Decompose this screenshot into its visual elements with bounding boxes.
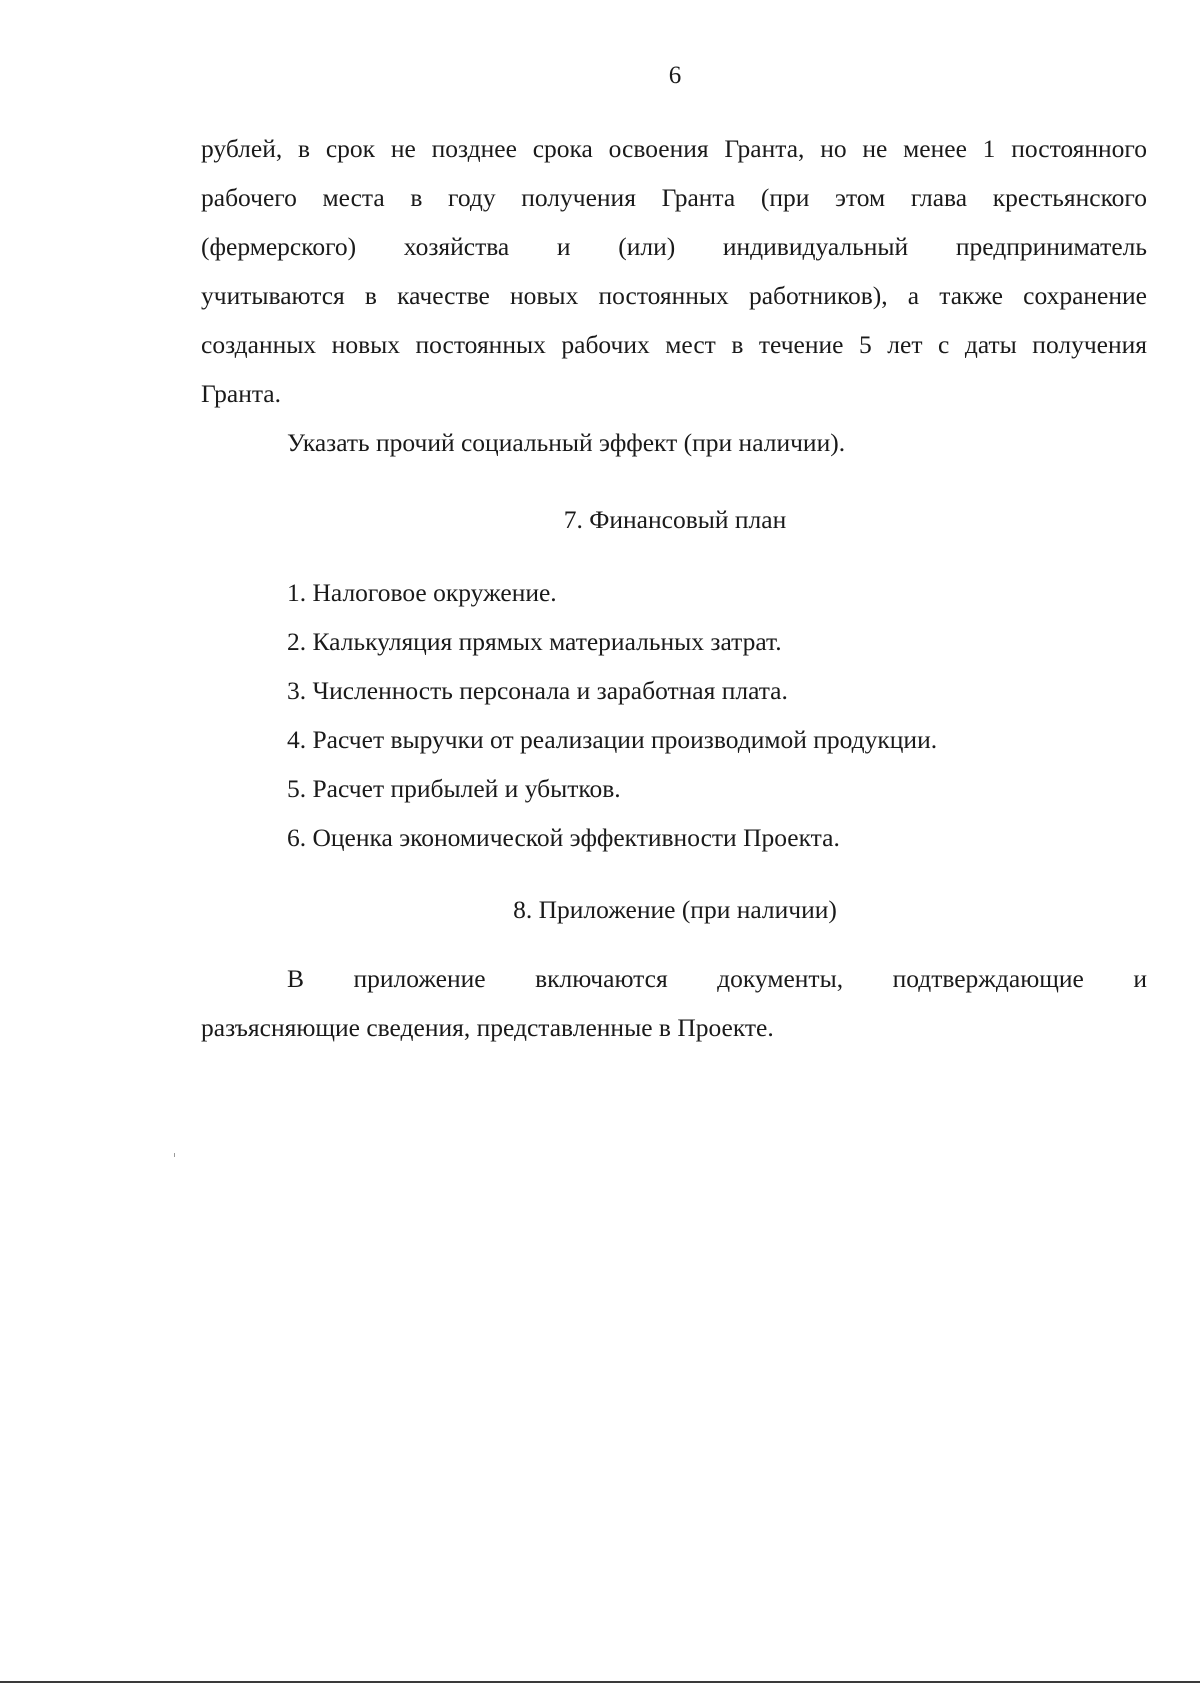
list-item: 1. Налоговое окружение. xyxy=(287,578,557,607)
list-item: 6. Оценка экономической эффективности Проекта. xyxy=(287,823,840,852)
paragraph-line: Гранта. xyxy=(201,379,281,408)
paragraph-line: рабочего места в году получения Гранта (при этом глава крестьянского xyxy=(201,183,1147,212)
social-effect-paragraph: Указать прочий социальный эффект (при наличии). xyxy=(287,428,846,457)
section-7-heading: 7. Финансовый план xyxy=(563,505,787,534)
paragraph-line: рублей, в срок не позднее срока освоения Гранта, но не менее 1 постоянного xyxy=(201,134,1147,163)
paragraph-line: В приложение включаются документы, подтверждающие и xyxy=(287,964,1147,993)
list-item: 5. Расчет прибылей и убытков. xyxy=(287,774,621,803)
paragraph-line: учитываются в качестве новых постоянных работников), а также сохранение xyxy=(201,281,1147,310)
paragraph-line: (фермерского) хозяйства и (или) индивидуальный предприниматель xyxy=(201,232,1147,261)
paragraph-line: разъясняющие сведения, представленные в Проекте. xyxy=(201,1013,774,1042)
main-paragraph xyxy=(201,124,1147,418)
appendix-paragraph xyxy=(201,954,1147,1052)
scan-bottom-edge xyxy=(0,1681,1200,1683)
section-8-heading: 8. Приложение (при наличии) xyxy=(513,895,837,924)
financial-plan-list xyxy=(287,568,937,862)
list-item: 4. Расчет выручки от реализации производимой продукции. xyxy=(287,725,938,754)
page-number: 6 xyxy=(668,62,682,89)
paragraph-line: созданных новых постоянных рабочих мест в течение 5 лет с даты получения xyxy=(201,330,1147,359)
list-item: 2. Калькуляция прямых материальных затрат. xyxy=(287,627,782,656)
list-item: 3. Численность персонала и заработная плата. xyxy=(287,676,788,705)
scan-speck xyxy=(174,1153,175,1157)
